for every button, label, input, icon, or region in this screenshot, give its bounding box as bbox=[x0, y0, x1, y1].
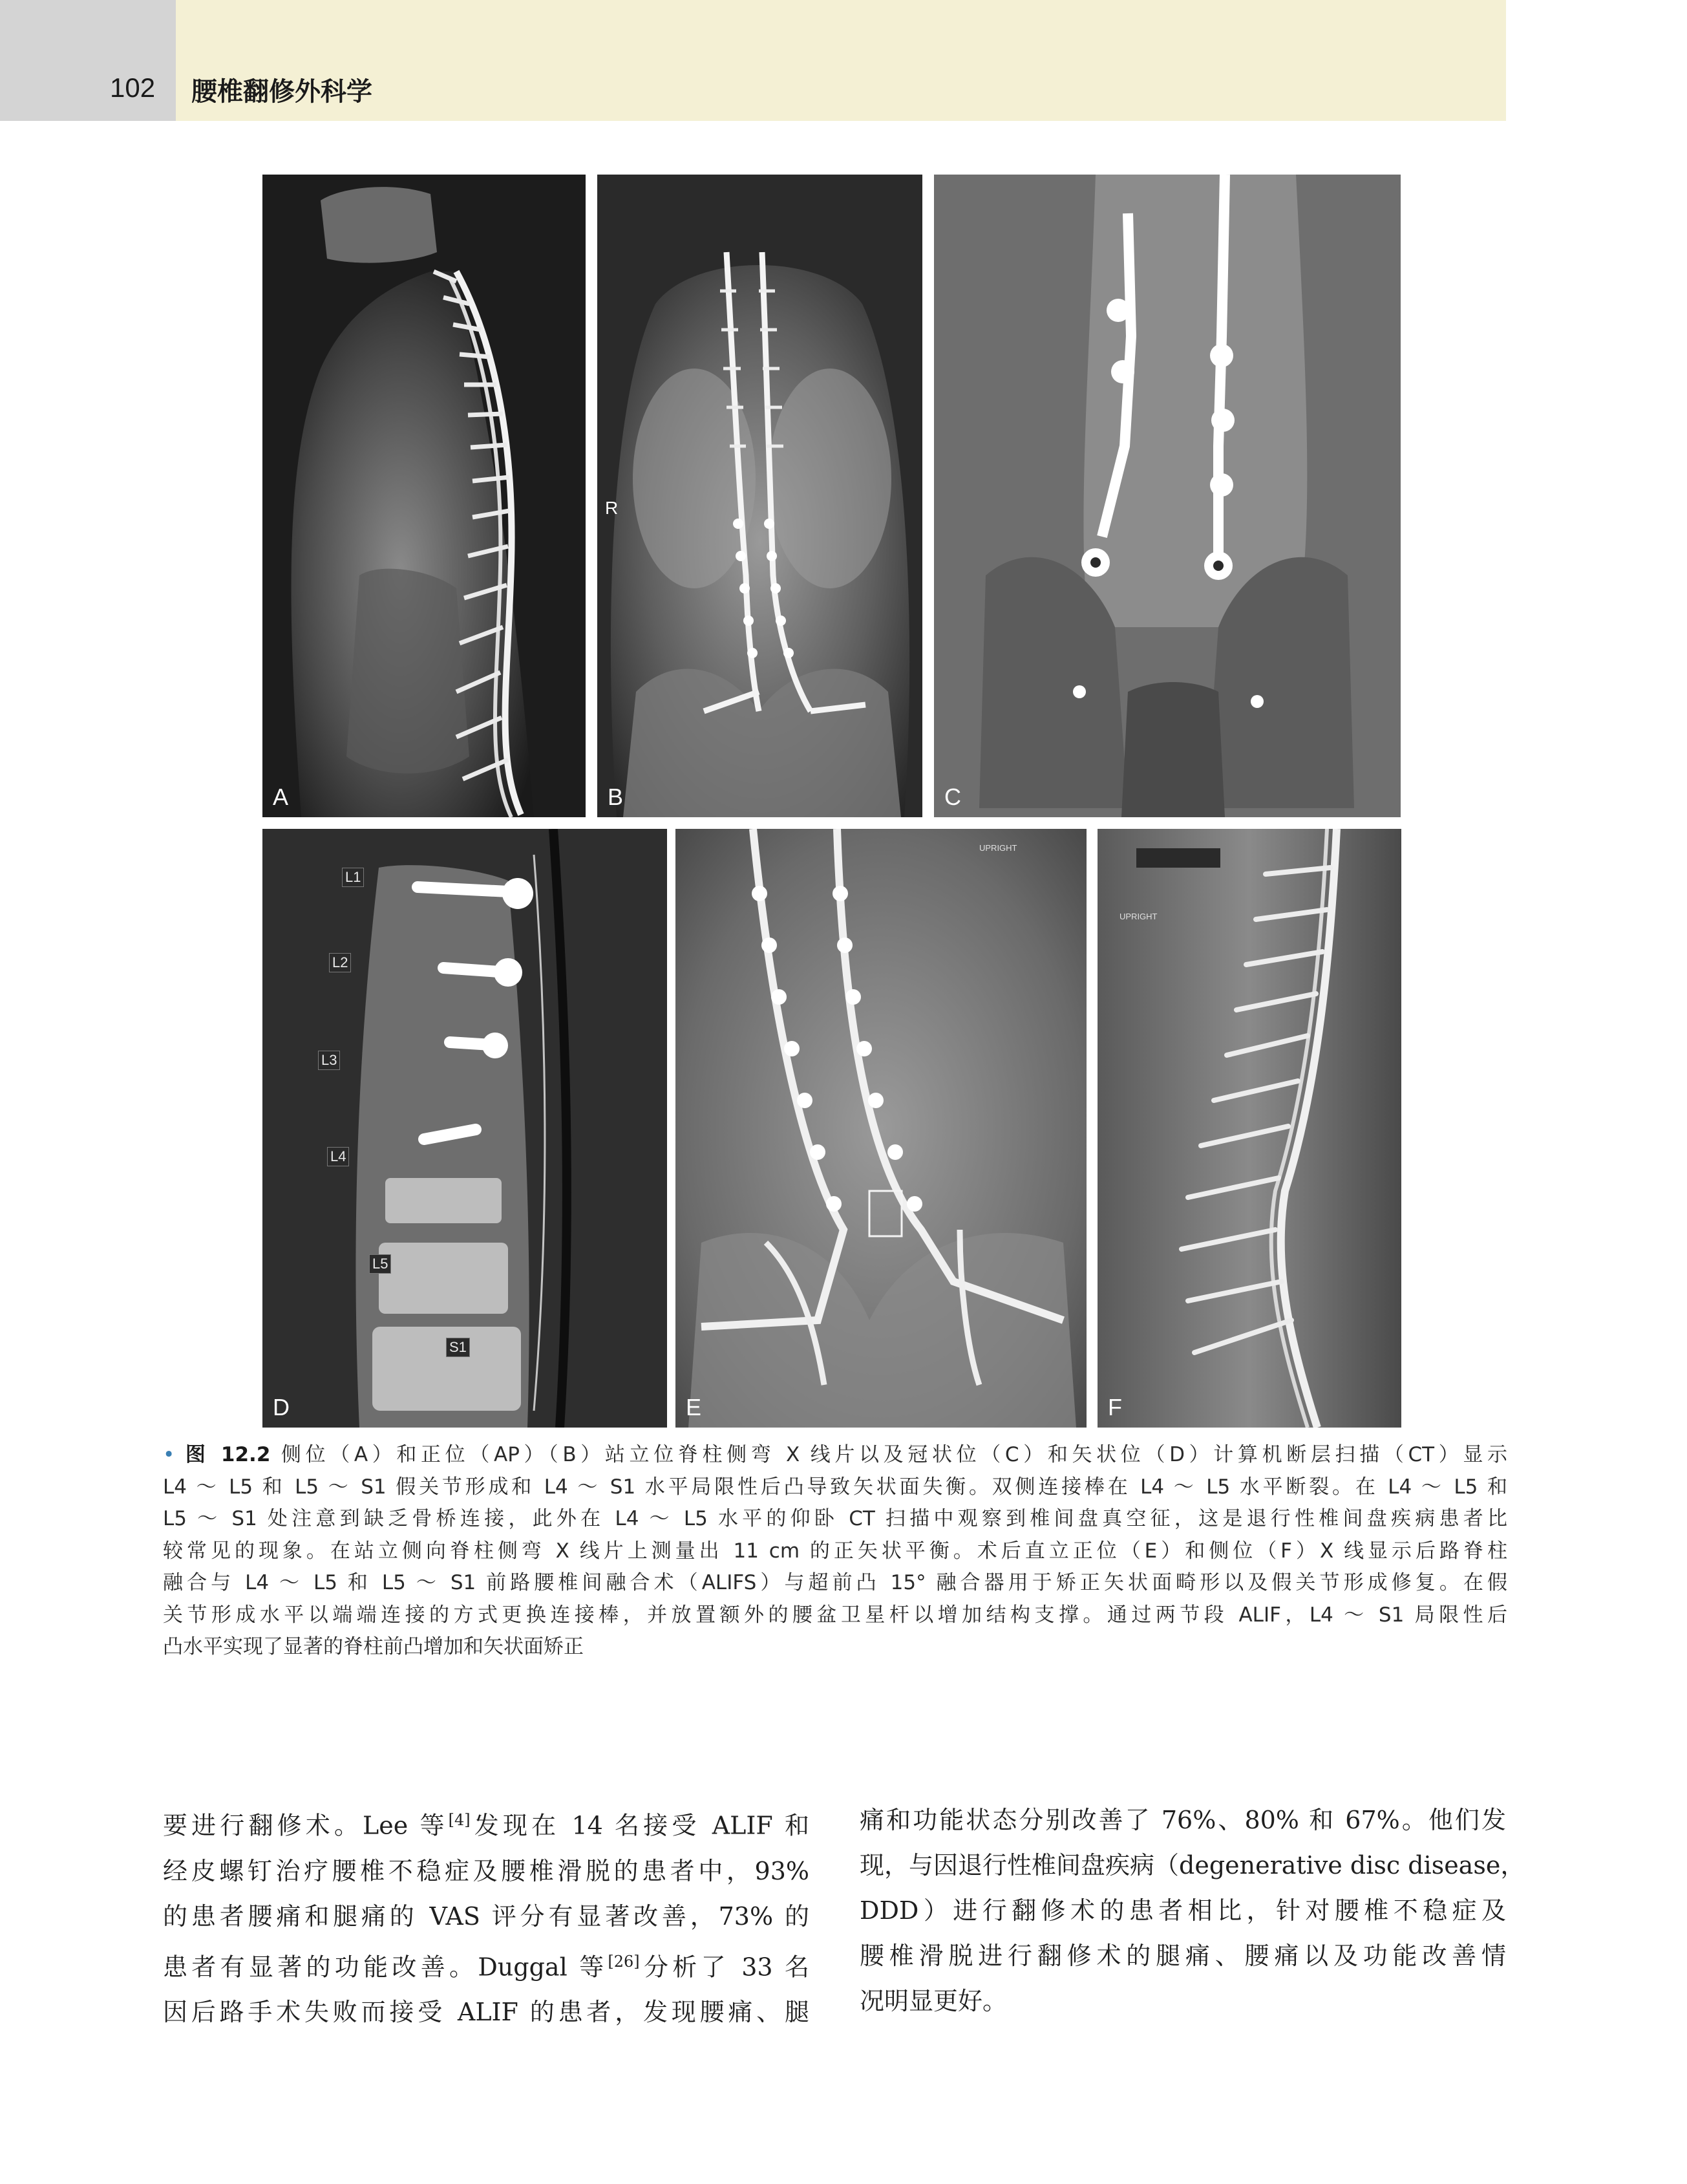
body-line: 腰椎滑脱进行翻修术的腿痛、腰痛以及功能改善情 bbox=[860, 1942, 1506, 1970]
panel-e-upright-tag: UPRIGHT bbox=[979, 843, 1017, 853]
figure-panel-a bbox=[262, 175, 586, 817]
panel-b-side-marker: R bbox=[605, 498, 619, 518]
level-label-l4: L4 bbox=[327, 1147, 349, 1166]
body-line: 经皮螺钉治疗腰椎不稳症及腰椎滑脱的患者中，93% bbox=[163, 1856, 809, 1885]
body-line bbox=[163, 1797, 809, 1848]
body-line bbox=[163, 1939, 809, 1990]
citation-ref: [26] bbox=[608, 1952, 640, 1971]
panel-label-c: C bbox=[944, 784, 961, 810]
panel-f-upright-tag: UPRIGHT bbox=[1119, 912, 1158, 921]
figure-panel-f bbox=[1098, 829, 1401, 1428]
panel-label-f: F bbox=[1108, 1394, 1122, 1420]
figure-panel-c bbox=[934, 175, 1401, 817]
level-label-l2: L2 bbox=[329, 953, 351, 972]
body-text: 发现在 14 名接受 ALIF 和 bbox=[470, 1811, 809, 1840]
body-line: DDD）进行翻修术的患者相比，针对腰椎不稳症及 bbox=[860, 1896, 1506, 1925]
caption-figure-id: 图 12.2 bbox=[185, 1443, 271, 1466]
caption-line: L4 ～ L5 和 L5 ～ S1 假关节形成和 L4 ～ S1 水平局限性后凸导致矢状面失衡。双侧连接棒在 L4 ～ L5 水平断裂。在 L4 ～ L5 和 bbox=[163, 1475, 1507, 1499]
caption-bullet: • bbox=[163, 1443, 175, 1466]
panel-label-e: E bbox=[686, 1394, 702, 1420]
body-line: 现，与因退行性椎间盘疾病（degenerative disc disease， bbox=[860, 1851, 1525, 1879]
figure-caption bbox=[163, 1439, 1507, 1664]
panel-label-d: D bbox=[273, 1394, 290, 1420]
caption-line: 凸水平实现了显著的脊柱前凸增加和矢状面矫正 bbox=[163, 1635, 584, 1658]
panel-label-b: B bbox=[608, 784, 624, 810]
level-label-l5: L5 bbox=[369, 1254, 391, 1274]
panel-b-xray-image bbox=[597, 175, 922, 817]
header-title-block bbox=[176, 0, 1506, 121]
body-line: 况明显更好。 bbox=[860, 1987, 1008, 2015]
body-column-left bbox=[163, 1797, 809, 2035]
figure-panel-d bbox=[262, 829, 667, 1428]
caption-line: 融合与 L4 ～ L5 和 L5 ～ S1 前路腰椎间融合术（ALIFS）与超前凸 15° 融合器用于矫正矢状面畸形以及假关节形成修复。在假 bbox=[163, 1571, 1507, 1594]
body-text: 要进行翻修术。Lee 等 bbox=[163, 1811, 449, 1840]
body-line: 的患者腰痛和腿痛的 VAS 评分有显著改善，73% 的 bbox=[163, 1901, 809, 1931]
body-text: 患者有显著的功能改善。Duggal 等 bbox=[163, 1953, 608, 1982]
caption-line: L5 ～ S1 处注意到缺乏骨桥连接，此外在 L4 ～ L5 水平的仰卧 CT 扫描中观察到椎间盘真空征，这是退行性椎间盘疾病患者比 bbox=[163, 1507, 1507, 1530]
caption-line: 侧位（A）和正位（AP）（B）站立位脊柱侧弯 X 线片以及冠状位（C）和矢状位（D）计算机断层扫描（CT）显示 bbox=[281, 1443, 1508, 1466]
figure-panel-e bbox=[675, 829, 1087, 1428]
caption-line: 较常见的现象。在站立侧向脊柱侧弯 X 线片上测量出 11 cm 的正矢状平衡。术后直立正位（E）和侧位（F）X 线显示后路脊柱 bbox=[163, 1539, 1507, 1563]
body-column-right bbox=[860, 1797, 1525, 2024]
panel-label-a: A bbox=[273, 784, 289, 810]
level-label-l1: L1 bbox=[342, 868, 364, 887]
panel-e-xray-image bbox=[675, 829, 1087, 1428]
level-label-s1: S1 bbox=[446, 1338, 470, 1357]
caption-line: 关节形成水平以端端连接的方式更换连接棒，并放置额外的腰盆卫星杆以增加结构支撑。通过两节段 ALIF，L4 ～ S1 局限性后 bbox=[163, 1603, 1507, 1627]
body-line: 痛和功能状态分别改善了 76%、80% 和 67%。他们发 bbox=[860, 1806, 1506, 1834]
page-number: 102 bbox=[110, 72, 156, 103]
citation-ref: [4] bbox=[448, 1811, 471, 1829]
running-title: 腰椎翻修外科学 bbox=[191, 77, 372, 107]
body-line: 因后路手术失败而接受 ALIF 的患者，发现腰痛、腿 bbox=[163, 1998, 809, 2027]
panel-a-xray-image bbox=[262, 175, 586, 817]
figure-panel-b bbox=[597, 175, 922, 817]
panel-c-ct-image bbox=[934, 175, 1401, 817]
level-label-l3: L3 bbox=[318, 1051, 340, 1070]
body-text: 分析了 33 名 bbox=[639, 1953, 809, 1982]
